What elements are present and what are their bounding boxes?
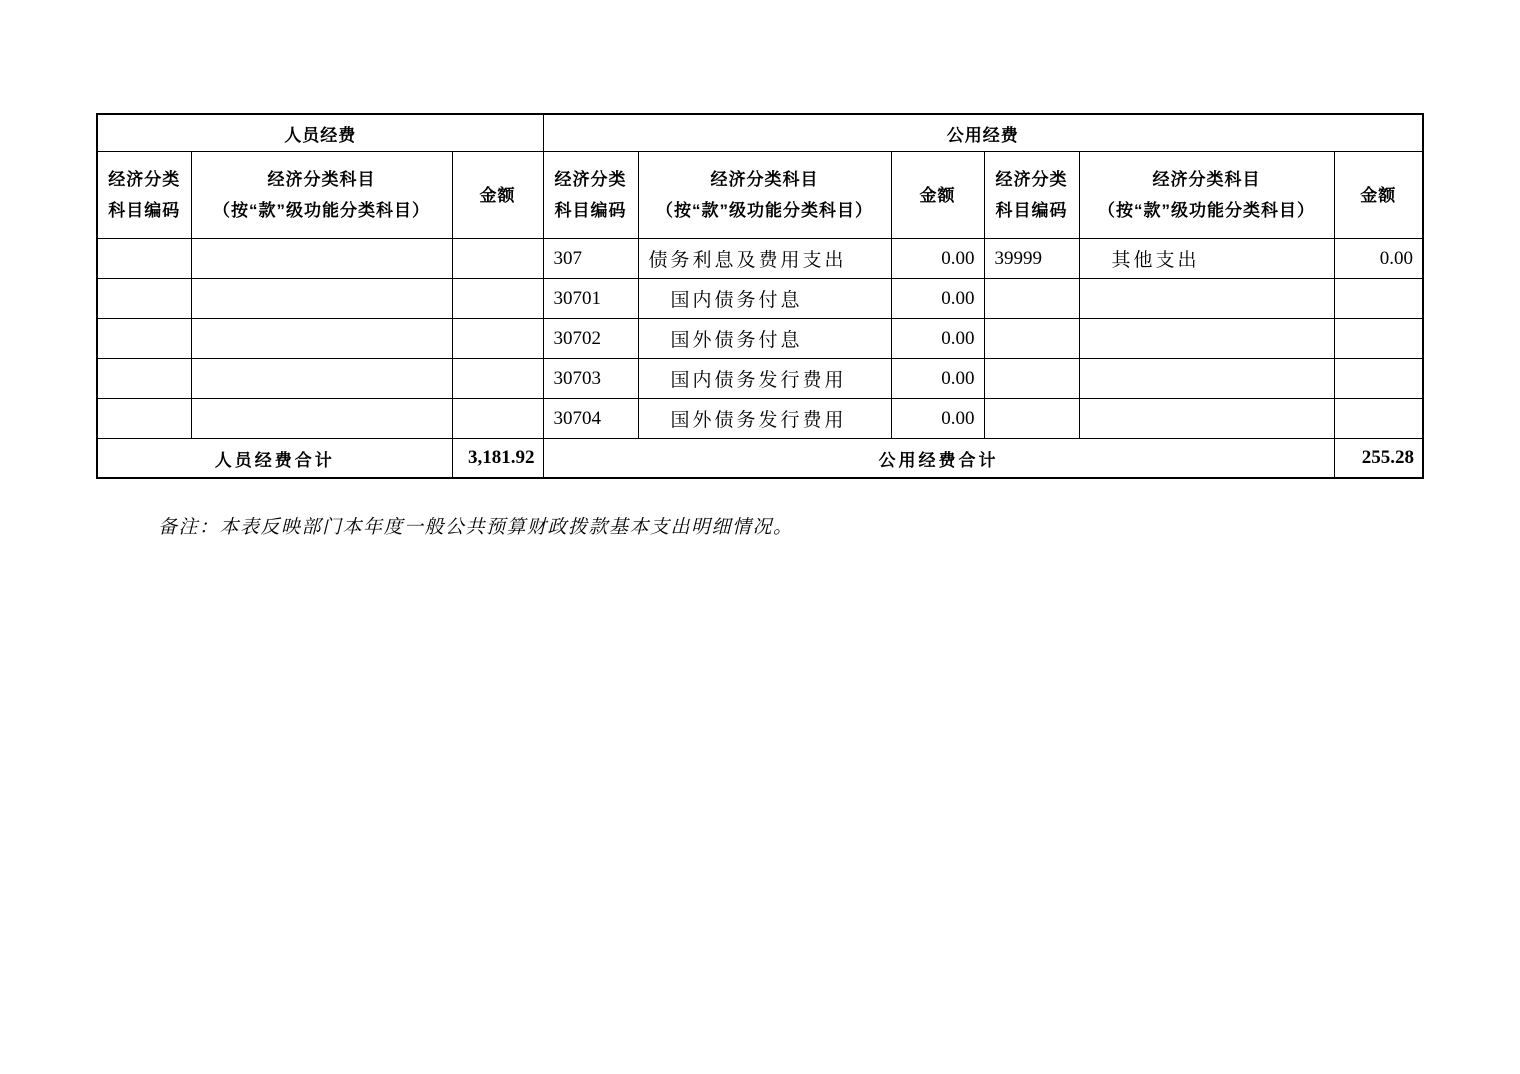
cell-amount: [452, 399, 543, 439]
cell-amount: [1334, 319, 1423, 359]
group-header-row: [97, 114, 1423, 152]
cell-amount: 0.00: [891, 239, 984, 279]
cell-amount: [452, 319, 543, 359]
cell-code: 30702: [543, 319, 638, 359]
col-header-amount: 金额: [452, 152, 543, 239]
table-row: [97, 279, 1423, 319]
cell-code: 307: [543, 239, 638, 279]
cell-amount: [452, 239, 543, 279]
cell-amount: 0.00: [891, 319, 984, 359]
cell-subject: 国外债务付息: [638, 319, 891, 359]
cell-code: [984, 399, 1079, 439]
footnote: 备注：本表反映部门本年度一般公共预算财政拨款基本支出明细情况。: [158, 517, 794, 538]
table-row: [97, 399, 1423, 439]
table-row: [97, 359, 1423, 399]
cell-subject: [1079, 359, 1334, 399]
budget-table: [96, 113, 1424, 479]
col-header-subject: [191, 152, 452, 239]
cell-code: 39999: [984, 239, 1079, 279]
cell-amount: 0.00: [1334, 239, 1423, 279]
cell-subject: 其他支出: [1079, 239, 1334, 279]
cell-code: [97, 319, 191, 359]
cell-subject: [191, 239, 452, 279]
table-row: [97, 239, 1423, 279]
col-header-subject-line1: 经济分类科目: [1152, 170, 1261, 189]
cell-amount: [452, 359, 543, 399]
col-header-code-line1: 经济分类: [108, 170, 181, 189]
cell-code: [97, 279, 191, 319]
group-header-public: 公用经费: [543, 114, 1423, 152]
cell-subject: [191, 279, 452, 319]
col-header-subject: [638, 152, 891, 239]
cell-subject: [1079, 279, 1334, 319]
cell-subject: 国内债务付息: [638, 279, 891, 319]
cell-code: [984, 279, 1079, 319]
col-header-code-line1: 经济分类: [554, 170, 627, 189]
cell-code: 30701: [543, 279, 638, 319]
cell-subject: [1079, 319, 1334, 359]
cell-code: [97, 239, 191, 279]
col-header-code: [984, 152, 1079, 239]
col-header-subject-line1: 经济分类科目: [710, 170, 819, 189]
cell-code: [984, 319, 1079, 359]
public-total-value: 255.28: [1334, 439, 1423, 479]
cell-subject: [1079, 399, 1334, 439]
col-header-subject-line1: 经济分类科目: [267, 170, 376, 189]
cell-amount: 0.00: [891, 359, 984, 399]
cell-amount: [1334, 279, 1423, 319]
col-header-amount: 金额: [1334, 152, 1423, 239]
column-header-row: [97, 152, 1423, 239]
col-header-subject-line2: （按“款”级功能分类科目）: [656, 201, 873, 220]
col-header-amount: 金额: [891, 152, 984, 239]
col-header-code: [97, 152, 191, 239]
public-total-label: 公用经费合计: [543, 439, 1334, 479]
cell-subject: 国外债务发行费用: [638, 399, 891, 439]
cell-subject: [191, 359, 452, 399]
cell-subject: [191, 319, 452, 359]
cell-code: 30703: [543, 359, 638, 399]
col-header-code-line2: 科目编码: [995, 201, 1068, 220]
col-header-code: [543, 152, 638, 239]
col-header-code-line2: 科目编码: [554, 201, 627, 220]
cell-subject: [191, 399, 452, 439]
group-header-personnel: 人员经费: [97, 114, 543, 152]
cell-subject: 国内债务发行费用: [638, 359, 891, 399]
cell-code: [984, 359, 1079, 399]
cell-subject: 债务利息及费用支出: [638, 239, 891, 279]
col-header-subject-line2: （按“款”级功能分类科目）: [213, 201, 430, 220]
totals-row: [97, 439, 1423, 479]
col-header-code-line2: 科目编码: [108, 201, 181, 220]
cell-amount: 0.00: [891, 399, 984, 439]
cell-code: [97, 399, 191, 439]
cell-amount: 0.00: [891, 279, 984, 319]
cell-amount: [452, 279, 543, 319]
personnel-total-value: 3,181.92: [452, 439, 543, 479]
col-header-subject: [1079, 152, 1334, 239]
cell-amount: [1334, 399, 1423, 439]
cell-code: [97, 359, 191, 399]
personnel-total-label: 人员经费合计: [97, 439, 452, 479]
table-row: [97, 319, 1423, 359]
cell-amount: [1334, 359, 1423, 399]
col-header-subject-line2: （按“款”级功能分类科目）: [1098, 201, 1315, 220]
cell-code: 30704: [543, 399, 638, 439]
col-header-code-line1: 经济分类: [995, 170, 1068, 189]
